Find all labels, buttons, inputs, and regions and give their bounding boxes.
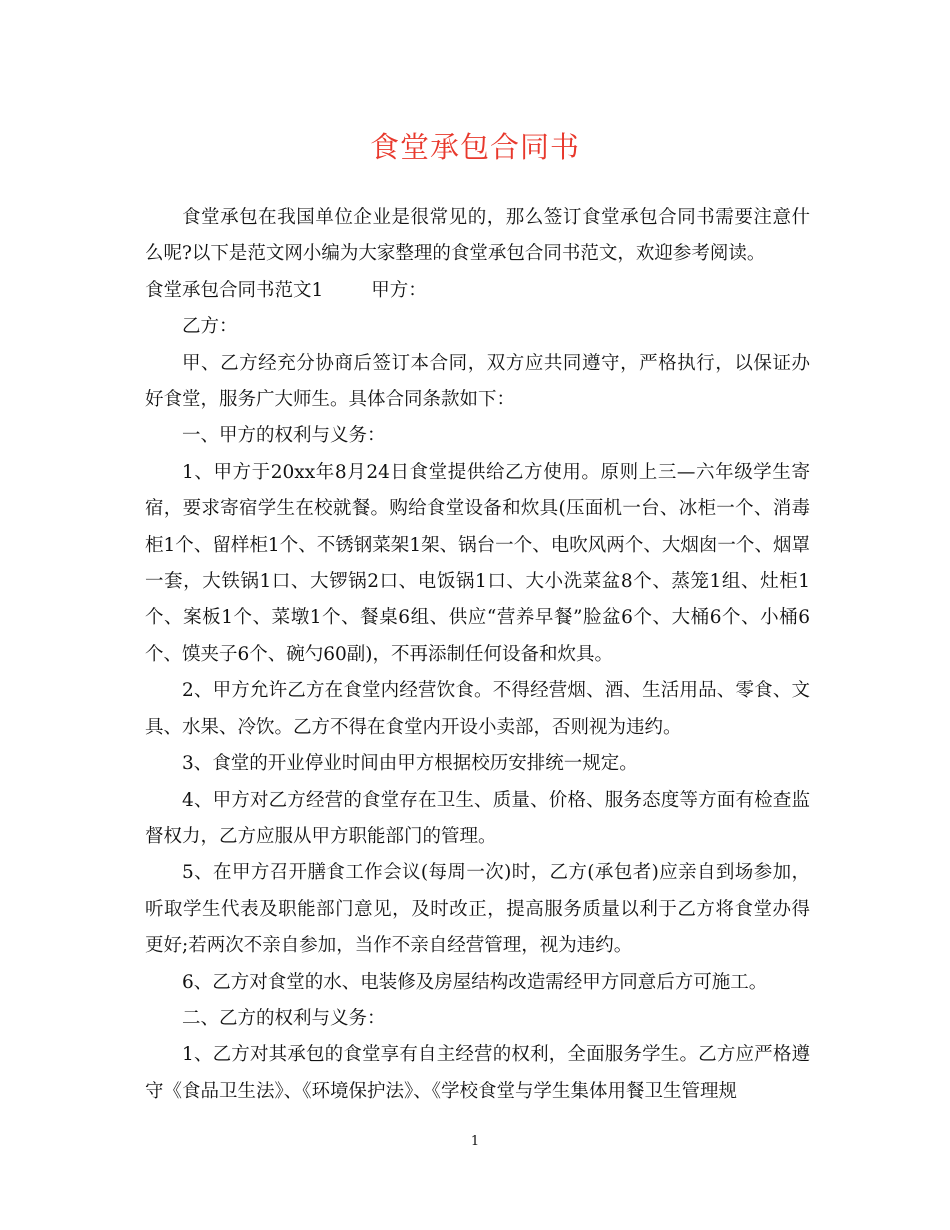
document-title: 食堂承包合同书 xyxy=(369,130,580,164)
section-2-heading: 二、乙方的权利与义务： xyxy=(182,1007,386,1029)
preamble-paragraph: 甲、乙方经充分协商后签订本合同，双方应共同遵守，严格执行，以保证办好食堂，服务广大师生。具体合同条款如下： xyxy=(145,352,810,411)
section-1-item-1: 1、甲方于20xx年8月24日食堂提供给乙方使用。原则上三—六年级学生寄宿，要求寄宿学生在校就餐。购给食堂设备和炊具(压面机一台、冰柜一个、消毒柜1个、留样柜1个、不锈钢菜架1架、锅台一个、电吹风两个、大烟囱一个、烟罩一套，大铁锅1口、大锣锅2口、电饭锅1口、大小洗菜盆8个、蒸笼1组、灶柜1个、案板1个、菜墩1个、餐桌6组、供应“营养早餐”脸盆6个、大桶6个、小桶6个、馍夹子6个、碗勺60副)，不再添制任何设备和炊具。 xyxy=(145,461,810,665)
sample-heading-line xyxy=(145,273,810,309)
section-1-item-4: 4、甲方对乙方经营的食堂存在卫生、质量、价格、服务态度等方面有检查监督权力，乙方应服从甲方职能部门的管理。 xyxy=(145,789,810,847)
intro-paragraph: 食堂承包在我国单位企业是很常见的，那么签订食堂承包合同书需要注意什么呢?以下是范文网小编为大家整理的食堂承包合同书范文，欢迎参考阅读。 xyxy=(145,207,810,265)
party-b-label: 乙方： xyxy=(182,316,238,338)
section-2-item-1: 1、乙方对其承包的食堂享有自主经营的权利，全面服务学生。乙方应严格遵守《食品卫生法》、《环境保护法》、《学校食堂与学生集体用餐卫生管理规 xyxy=(145,1044,810,1102)
page-number: 1 xyxy=(470,1134,480,1149)
sample-heading: 食堂承包合同书范文1 xyxy=(145,279,324,301)
section-1-item-5: 5、在甲方召开膳食工作会议(每周一次)时，乙方(承包者)应亲自到场参加，听取学生代表及职能部门意见，及时改正，提高服务质量以利于乙方将食堂办得更好;若两次不亲自参加，当作不亲自经营管理，视为违约。 xyxy=(145,862,810,957)
section-1-heading: 一、甲方的权利与义务： xyxy=(182,425,386,447)
section-1-item-2: 2、甲方允许乙方在食堂内经营饮食。不得经营烟、酒、生活用品、零食、文具、水果、冷饮。乙方不得在食堂内开设小卖部，否则视为违约。 xyxy=(145,680,810,738)
section-1-item-3: 3、食堂的开业停业时间由甲方根据校历安排统一规定。 xyxy=(182,753,638,775)
document-body xyxy=(145,200,810,1110)
party-a-label: 甲方： xyxy=(371,279,427,301)
section-1-item-6: 6、乙方对食堂的水、电装修及房屋结构改造需经甲方同意后方可施工。 xyxy=(182,971,768,993)
